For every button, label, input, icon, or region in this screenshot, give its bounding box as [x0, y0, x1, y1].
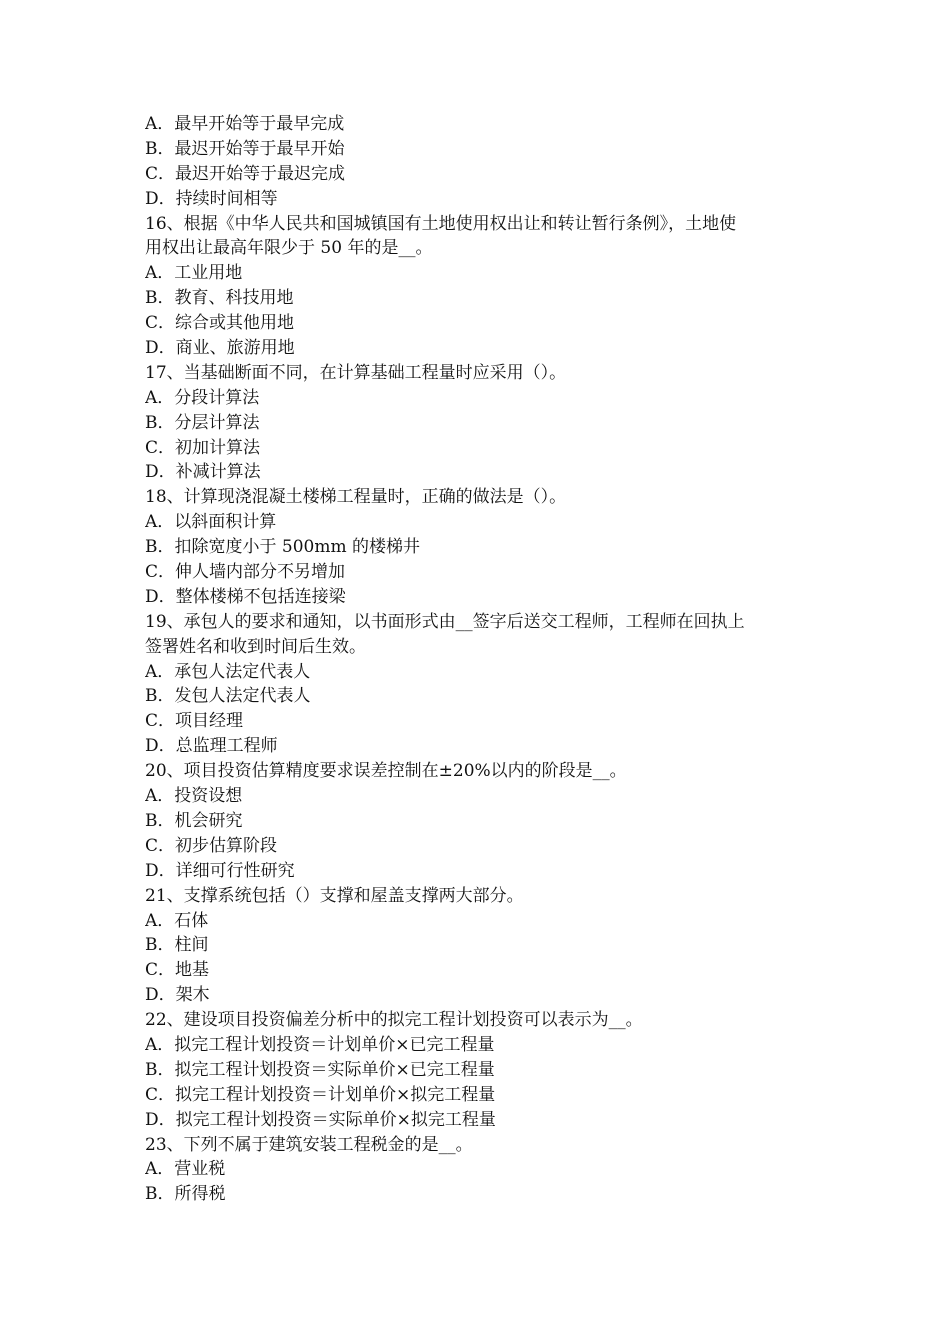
text-line: C．初加计算法	[145, 437, 261, 458]
text-line: C．初步估算阶段	[145, 835, 278, 856]
text-line: A．工业用地	[145, 263, 243, 284]
text-line: 23、下列不属于建筑安装工程税金的是__。	[145, 1134, 473, 1155]
text-line: C．地基	[145, 960, 210, 981]
text-line: 16、根据《中华人民共和国城镇国有土地使用权出让和转让暂行条例》，土地使	[145, 213, 737, 234]
text-line: A．承包人法定代表人	[145, 661, 311, 682]
text-line: C．项目经理	[145, 711, 244, 732]
text-line: A．最早开始等于最早完成	[145, 114, 345, 134]
text-line: 18、计算现浇混凝土楼梯工程量时，正确的做法是（）。	[145, 487, 567, 508]
text-line: A．投资设想	[145, 786, 243, 807]
text-line: 20、项目投资估算精度要求误差控制在±20%以内的阶段是__。	[145, 761, 627, 782]
text-line: D．总监理工程师	[145, 736, 278, 757]
text-line: C．最迟开始等于最迟完成	[145, 163, 346, 184]
text-line: 19、承包人的要求和通知，以书面形式由__签字后送交工程师，工程师在回执上	[145, 611, 745, 632]
text-line: B．所得税	[145, 1184, 226, 1205]
text-line: C．伸人墙内部分不另增加	[145, 562, 346, 583]
text-line: B．教育、科技用地	[145, 288, 294, 309]
text-line: A．营业税	[145, 1159, 226, 1180]
text-line: B．扣除宽度小于 500mm 的楼梯井	[145, 537, 420, 558]
text-line: C．综合或其他用地	[145, 313, 295, 334]
text-line: B．分层计算法	[145, 412, 260, 433]
text-line: D．拟完工程计划投资＝实际单价×拟完工程量	[145, 1109, 496, 1130]
text-line: 17、当基础断面不同，在计算基础工程量时应采用（）。	[145, 362, 567, 383]
text-line: C．拟完工程计划投资＝计划单价×拟完工程量	[145, 1084, 496, 1105]
document-body	[145, 112, 815, 1207]
text-line: 用权出让最高年限少于 50 年的是__。	[145, 238, 433, 259]
text-line: D．持续时间相等	[145, 188, 278, 209]
text-line: D．整体楼梯不包括连接梁	[145, 586, 346, 607]
text-line: A．拟完工程计划投资＝计划单价×已完工程量	[145, 1034, 495, 1055]
text-line: A．以斜面积计算	[145, 512, 277, 533]
text-line: B．柱间	[145, 935, 209, 956]
text-line: 21、支撑系统包括（）支撑和屋盖支撑两大部分。	[145, 885, 524, 906]
text-line: B．发包人法定代表人	[145, 686, 311, 707]
text-line: D．商业、旅游用地	[145, 338, 295, 359]
text-line: B．最迟开始等于最早开始	[145, 138, 345, 159]
text-line: 签署姓名和收到时间后生效。	[145, 636, 366, 657]
text-line: A．石体	[145, 910, 209, 931]
text-line: D．架木	[145, 985, 210, 1006]
text-line: B．机会研究	[145, 810, 243, 831]
text-line: A．分段计算法	[145, 387, 260, 408]
text-line: B．拟完工程计划投资＝实际单价×已完工程量	[145, 1059, 495, 1080]
text-line: D．详细可行性研究	[145, 860, 295, 881]
text-line: 22、建设项目投资偏差分析中的拟完工程计划投资可以表示为__。	[145, 1010, 643, 1031]
text-line: D．补减计算法	[145, 462, 261, 483]
